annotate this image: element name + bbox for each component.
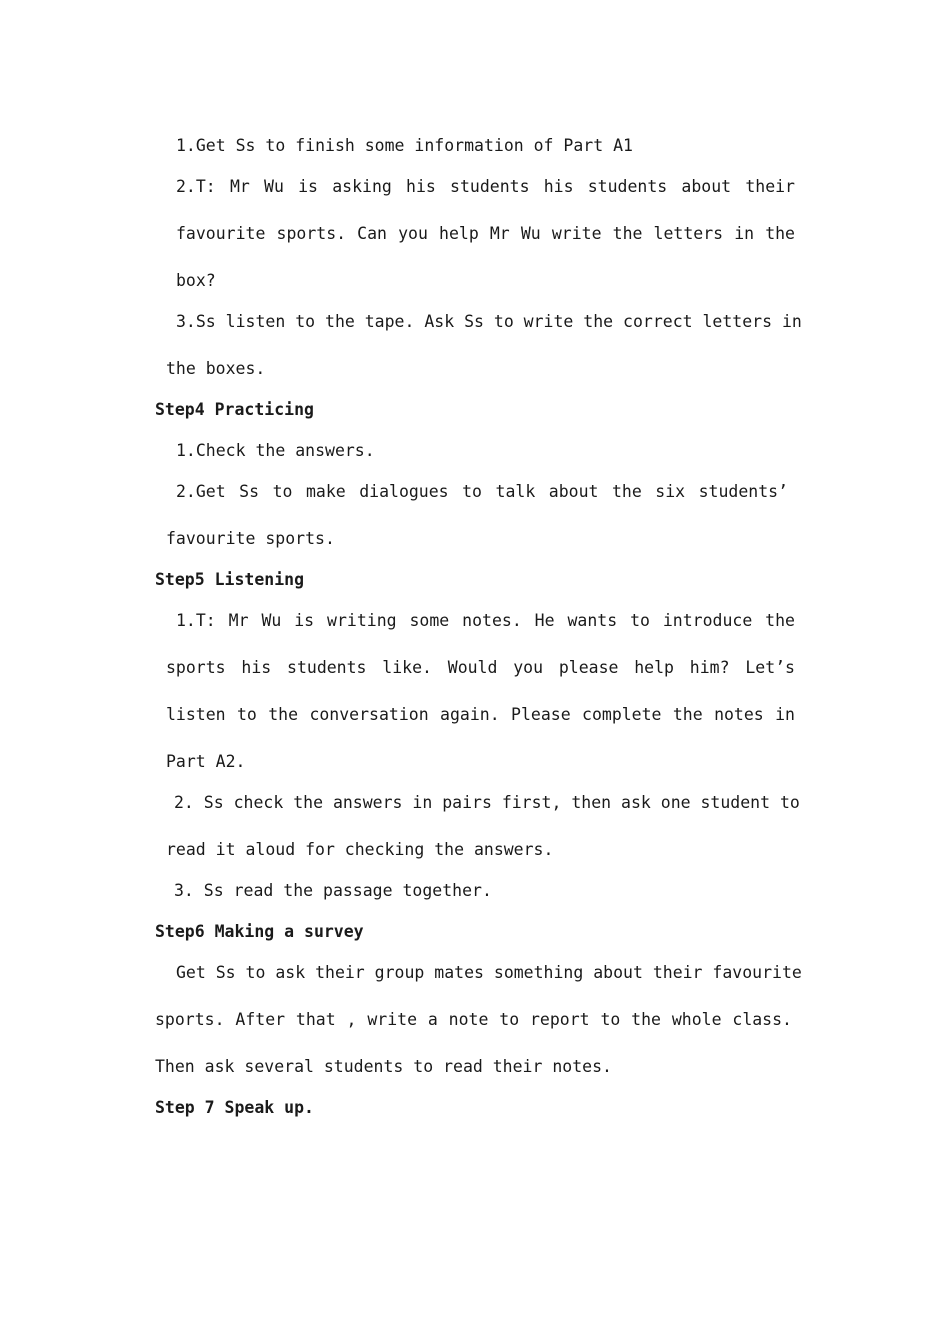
paragraph-line: 1.Get Ss to finish some information of Part A1 bbox=[176, 136, 633, 155]
step-heading: Step6 Making a survey bbox=[155, 922, 364, 941]
step-heading: Step5 Listening bbox=[155, 570, 305, 589]
step-heading: Step 7 Speak up. bbox=[155, 1098, 314, 1117]
paragraph-line: Part A2. bbox=[166, 752, 246, 771]
step-heading: Step4 Practicing bbox=[155, 400, 314, 419]
paragraph-line: sports his students like. Would you please help him? Let’s bbox=[166, 658, 795, 677]
paragraph-line: 3. Ss read the passage together. bbox=[174, 881, 492, 900]
paragraph-line: listen to the conversation again. Please complete the notes in bbox=[166, 705, 795, 724]
paragraph-line: 1.T: Mr Wu is writing some notes. He wants to introduce the bbox=[176, 611, 795, 630]
paragraph-line: 1.Check the answers. bbox=[176, 441, 375, 460]
paragraph-line: read it aloud for checking the answers. bbox=[166, 840, 554, 859]
paragraph-line: favourite sports. bbox=[166, 529, 335, 548]
paragraph-line: 3.Ss listen to the tape. Ask Ss to write the correct letters in bbox=[176, 312, 802, 331]
paragraph-line: sports. After that , write a note to report to the whole class. bbox=[155, 1010, 792, 1029]
paragraph-line: Get Ss to ask their group mates something about their favourite bbox=[176, 963, 802, 982]
paragraph-line: 2. Ss check the answers in pairs first, then ask one student to bbox=[174, 793, 800, 812]
paragraph-line: box? bbox=[176, 271, 216, 290]
paragraph-line: 2.T: Mr Wu is asking his students his students about their bbox=[176, 177, 795, 196]
paragraph-line: favourite sports. Can you help Mr Wu write the letters in the bbox=[176, 224, 795, 243]
paragraph-line: Then ask several students to read their notes. bbox=[155, 1057, 612, 1076]
paragraph-line: 2.Get Ss to make dialogues to talk about the six students’ bbox=[176, 482, 788, 501]
paragraph-line: the boxes. bbox=[166, 359, 266, 378]
